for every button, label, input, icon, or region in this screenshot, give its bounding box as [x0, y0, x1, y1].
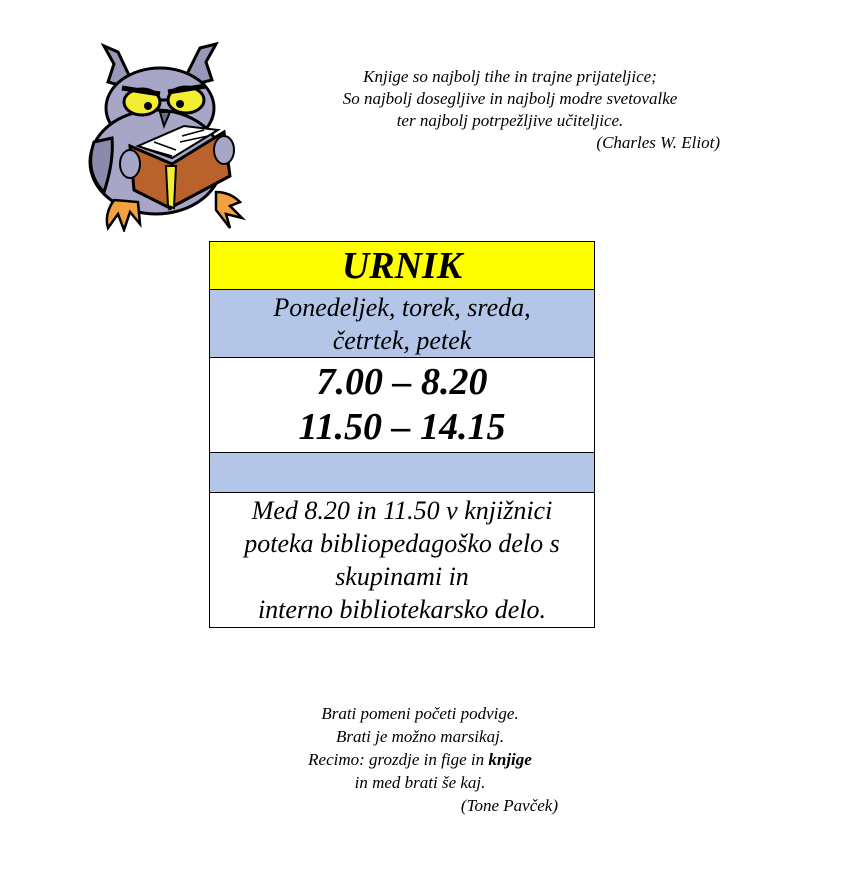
schedule-note-line: Med 8.20 in 11.50 v knjižnici: [251, 496, 553, 525]
schedule-days: [210, 290, 595, 358]
schedule-days-line: Ponedeljek, torek, sreda,: [273, 292, 531, 322]
top-quote-line: So najbolj dosegljive in najbolj modre svetovalke: [342, 89, 678, 108]
bottom-quote-author: (Tone Pavček): [460, 796, 558, 815]
schedule-days-line: četrtek, petek: [332, 325, 472, 355]
bottom-quote-bold-word: knjige: [488, 750, 532, 769]
bottom-quote-line: in med brati še kaj.: [354, 773, 486, 792]
schedule-empty-band: [210, 453, 595, 493]
schedule-note-line: interno bibliotekarsko delo.: [257, 595, 547, 624]
schedule-times: [210, 358, 595, 453]
schedule-title: URNIK: [210, 242, 595, 290]
bottom-quote-line: Brati pomeni početi podvige.: [321, 704, 519, 723]
schedule-note-line: skupinami in: [335, 562, 469, 591]
schedule-time-afternoon: 11.50 – 14.15: [298, 406, 506, 448]
schedule-time-morning: 7.00 – 8.20: [316, 361, 488, 403]
schedule-table: [209, 241, 595, 628]
top-quote: [300, 66, 720, 154]
top-quote-line: Knjige so najbolj tihe in trajne prijateljice;: [363, 67, 657, 86]
bottom-quote: [270, 702, 570, 817]
bottom-quote-line: [270, 748, 570, 771]
top-quote-author: (Charles W. Eliot): [596, 133, 720, 152]
top-quote-line: ter najbolj potrpežljive učiteljice.: [396, 111, 624, 130]
owl-reading-book-icon: [84, 42, 266, 232]
schedule-note-line: poteka bibliopedagoško delo s: [244, 529, 560, 558]
bottom-quote-line-text: Recimo: grozdje in fige in: [308, 750, 489, 769]
schedule-note: [210, 493, 595, 628]
bottom-quote-line: Brati je možno marsikaj.: [335, 727, 505, 746]
